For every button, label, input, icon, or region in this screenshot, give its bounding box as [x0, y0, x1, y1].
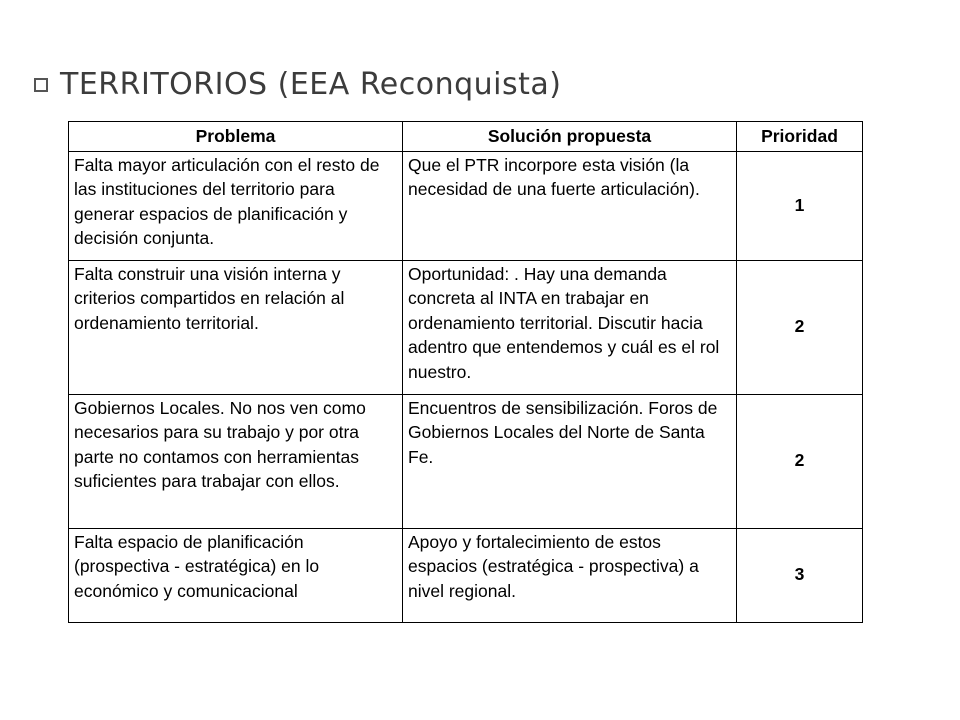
cell-prioridad: 2	[737, 394, 863, 528]
header-solucion: Solución propuesta	[403, 122, 737, 152]
title-bullet-icon	[34, 78, 48, 92]
priority-table	[68, 121, 863, 623]
cell-problema: Falta mayor articulación con el resto de las instituciones del territorio para generar espacios de planificación y decisión conjunta.	[69, 151, 403, 260]
table-row	[69, 528, 863, 622]
cell-problema: Falta espacio de planificación (prospectiva - estratégica) en lo económico y comunicacional	[69, 528, 403, 622]
cell-prioridad: 2	[737, 260, 863, 394]
cell-solucion: Oportunidad: . Hay una demanda concreta al INTA en trabajar en ordenamiento territorial. Discutir hacia adentro que entendemos y cuál es el rol nuestro.	[403, 260, 737, 394]
header-problema: Problema	[69, 122, 403, 152]
table-header-row	[69, 122, 863, 152]
cell-solucion: Encuentros de sensibilización. Foros de Gobiernos Locales del Norte de Santa Fe.	[403, 394, 737, 528]
table-row	[69, 394, 863, 528]
table-row	[69, 260, 863, 394]
table-row	[69, 151, 863, 260]
cell-prioridad: 3	[737, 528, 863, 622]
cell-problema: Falta construir una visión interna y criterios compartidos en relación al ordenamiento territorial.	[69, 260, 403, 394]
header-prioridad: Prioridad	[737, 122, 863, 152]
cell-solucion: Que el PTR incorpore esta visión (la necesidad de una fuerte articulación).	[403, 151, 737, 260]
cell-solucion: Apoyo y fortalecimiento de estos espacios (estratégica - prospectiva) a nivel regional.	[403, 528, 737, 622]
cell-problema: Gobiernos Locales. No nos ven como necesarios para su trabajo y por otra parte no contamos con herramientas suficientes para trabajar con ellos.	[69, 394, 403, 528]
slide-title: TERRITORIOS (EEA Reconquista)	[60, 67, 562, 102]
cell-prioridad: 1	[737, 151, 863, 260]
